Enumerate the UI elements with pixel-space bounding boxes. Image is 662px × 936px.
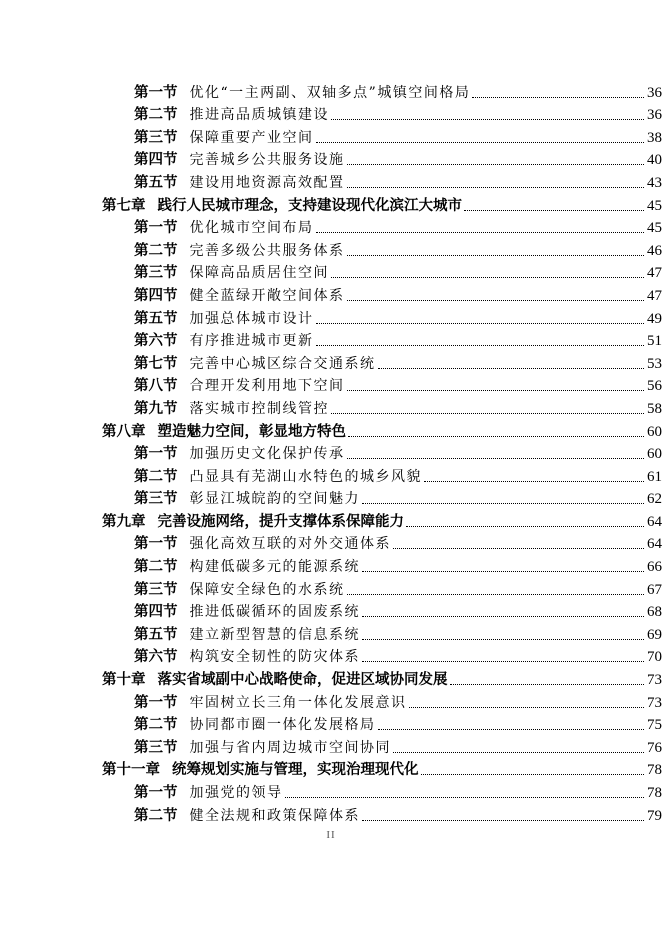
toc-dot-leader	[362, 639, 644, 640]
toc-page-number: 40	[647, 152, 662, 169]
toc-entry-number: 第七章	[102, 197, 146, 214]
toc-section-entry[interactable]	[0, 350, 662, 373]
toc-page-number: 68	[647, 604, 662, 621]
toc-entry-label	[102, 668, 448, 689]
toc-entry-title: 构筑安全韧性的防灾体系	[189, 649, 360, 666]
toc-entry-title: 加强党的领导	[189, 785, 283, 801]
toc-entry-label	[134, 781, 283, 802]
toc-entry-label	[134, 81, 470, 102]
toc-page-number: 43	[647, 174, 662, 191]
toc-entry-title: 践行人民城市理念，支持建设现代化滨江大城市	[157, 197, 462, 214]
toc-page-number: 47	[647, 265, 662, 282]
toc-section-entry[interactable]	[0, 802, 662, 825]
toc-entry-label	[102, 194, 462, 215]
toc-entry-label	[134, 645, 360, 666]
toc-dot-leader	[285, 797, 645, 798]
toc-entry-title: 推进高品质城镇建设	[189, 107, 329, 124]
toc-entry-label	[102, 758, 419, 779]
toc-entry-title: 加强历史文化保护传承	[189, 446, 345, 463]
toc-page-number: 62	[647, 491, 662, 508]
toc-page-number: 36	[647, 84, 662, 101]
toc-entry-label	[134, 600, 360, 621]
toc-entry-number: 第五节	[134, 626, 178, 643]
toc-entry-title: 彰显江城皖韵的空间魅力	[189, 491, 360, 508]
toc-page-number: 58	[647, 400, 662, 417]
toc-section-entry[interactable]	[0, 102, 662, 125]
toc-section-entry[interactable]	[0, 237, 662, 260]
toc-entry-title: 有序推进城市更新	[189, 333, 314, 350]
toc-entry-label	[102, 420, 346, 441]
toc-section-entry[interactable]	[0, 779, 662, 802]
toc-section-entry[interactable]	[0, 260, 662, 283]
toc-chapter-entry[interactable]	[0, 508, 662, 531]
toc-dot-leader	[316, 323, 645, 324]
toc-entry-title: 推进低碳循环的固废系统	[189, 604, 360, 621]
toc-chapter-entry[interactable]	[0, 192, 662, 215]
toc-entry-title: 强化高效互联的对外交通体系	[189, 536, 391, 553]
toc-section-entry[interactable]	[0, 79, 662, 102]
toc-entry-title: 落实城市控制线管控	[189, 400, 329, 417]
toc-entry-title: 保障高品质居住空间	[189, 265, 329, 282]
toc-entry-label	[134, 148, 345, 169]
toc-entry-label	[134, 487, 360, 508]
toc-entry-label	[134, 103, 329, 124]
toc-dot-leader	[347, 164, 645, 165]
toc-entry-number: 第六节	[134, 649, 178, 666]
toc-entry-number: 第三节	[134, 265, 178, 282]
toc-dot-leader	[348, 436, 644, 437]
toc-entry-title: 完善设施网络，提升支撑体系保障能力	[157, 513, 404, 530]
toc-dot-leader	[347, 300, 645, 301]
toc-entry-title: 完善中心城区综合交通系统	[189, 355, 376, 372]
toc-page-number: 60	[647, 446, 662, 463]
toc-page-number: 53	[647, 355, 662, 372]
toc-dot-leader	[362, 571, 644, 572]
toc-entry-title: 完善城乡公共服务设施	[189, 152, 345, 169]
toc-section-entry[interactable]	[0, 373, 662, 396]
toc-section-entry[interactable]	[0, 147, 662, 170]
toc-section-entry[interactable]	[0, 328, 662, 351]
toc-entry-label	[134, 239, 345, 260]
toc-dot-leader	[331, 119, 644, 120]
toc-entry-label	[134, 397, 329, 418]
toc-section-entry[interactable]	[0, 441, 662, 464]
toc-entry-number: 第一节	[134, 220, 178, 237]
toc-page-number: 73	[647, 694, 662, 711]
toc-entry-number: 第六节	[134, 333, 178, 350]
toc-entry-title: 合理开发利用地下空间	[189, 378, 345, 395]
toc-entry-number: 第九章	[102, 513, 146, 530]
toc-entry-label	[134, 532, 391, 553]
toc-entry-number: 第五节	[134, 310, 178, 327]
toc-entry-label	[134, 329, 314, 350]
toc-entry-title: 优化城市空间布局	[189, 220, 314, 237]
toc-dot-leader	[464, 210, 644, 211]
toc-entry-title: 优化“一主两副、双轴多点”城镇空间格局	[189, 84, 471, 101]
toc-page-number: 61	[647, 468, 662, 485]
toc-chapter-entry[interactable]	[0, 757, 662, 780]
toc-section-entry[interactable]	[0, 124, 662, 147]
toc-page-number: 64	[647, 536, 662, 553]
table-of-contents	[0, 79, 662, 825]
toc-entry-number: 第七节	[134, 355, 178, 372]
toc-entry-label	[134, 623, 360, 644]
toc-section-entry[interactable]	[0, 486, 662, 509]
toc-dot-leader	[393, 548, 644, 549]
toc-entry-label	[134, 352, 376, 373]
toc-dot-leader	[316, 232, 645, 233]
toc-entry-title: 落实省域副中心战略使命，促进区域协同发展	[157, 672, 448, 689]
toc-dot-leader	[347, 390, 645, 391]
toc-section-entry[interactable]	[0, 215, 662, 238]
toc-entry-label	[134, 307, 314, 328]
toc-entry-label	[134, 713, 376, 734]
toc-entry-number: 第十一章	[102, 762, 160, 779]
toc-page-number: 79	[647, 807, 662, 824]
toc-dot-leader	[406, 526, 644, 527]
toc-page-number: 46	[647, 242, 662, 259]
toc-section-entry[interactable]	[0, 689, 662, 712]
toc-entry-title: 加强与省内周边城市空间协同	[189, 739, 391, 756]
toc-entry-number: 第二节	[134, 559, 178, 576]
toc-entry-label	[134, 578, 345, 599]
toc-dot-leader	[450, 684, 645, 685]
page-footer-numeral: II	[326, 829, 336, 841]
toc-entry-title: 建立新型智慧的信息系统	[189, 626, 360, 643]
toc-entry-title: 完善多级公共服务体系	[189, 242, 345, 259]
toc-chapter-entry[interactable]	[0, 666, 662, 689]
toc-section-entry[interactable]	[0, 463, 662, 486]
toc-entry-number: 第三节	[134, 129, 178, 146]
toc-page-number: 78	[647, 762, 662, 779]
toc-page-number: 51	[647, 333, 662, 350]
toc-entry-number: 第一节	[134, 536, 178, 553]
toc-dot-leader	[347, 458, 645, 459]
toc-dot-leader	[393, 752, 644, 753]
toc-dot-leader	[362, 616, 644, 617]
toc-entry-number: 第四节	[134, 287, 178, 304]
toc-entry-number: 第十章	[102, 672, 146, 689]
toc-entry-number: 第一节	[134, 84, 178, 101]
toc-section-entry[interactable]	[0, 599, 662, 622]
toc-entry-number: 第二节	[134, 242, 178, 259]
toc-dot-leader	[378, 729, 645, 730]
toc-page-number: 56	[647, 378, 662, 395]
toc-section-entry[interactable]	[0, 644, 662, 667]
toc-entry-title: 塑造魅力空间，彰显地方特色	[157, 423, 346, 440]
toc-chapter-entry[interactable]	[0, 418, 662, 441]
toc-entry-label	[134, 284, 345, 305]
toc-entry-title: 协同都市圈一体化发展格局	[189, 717, 376, 734]
toc-entry-label	[134, 374, 345, 395]
toc-dot-leader	[316, 345, 645, 346]
toc-entry-label	[134, 442, 345, 463]
toc-dot-leader	[347, 255, 645, 256]
toc-dot-leader	[409, 707, 645, 708]
toc-section-entry[interactable]	[0, 531, 662, 554]
toc-dot-leader	[331, 277, 644, 278]
toc-entry-number: 第二节	[134, 107, 178, 124]
toc-entry-number: 第八章	[102, 423, 146, 440]
toc-section-entry[interactable]	[0, 395, 662, 418]
toc-entry-label	[102, 510, 404, 531]
toc-entry-label	[134, 691, 407, 712]
toc-entry-title: 构建低碳多元的能源系统	[189, 559, 360, 576]
toc-entry-number: 第二节	[134, 468, 178, 485]
toc-dot-leader	[331, 413, 644, 414]
toc-page-number: 47	[647, 287, 662, 304]
toc-entry-number: 第二节	[134, 717, 178, 734]
toc-entry-label	[134, 126, 314, 147]
toc-entry-number: 第五节	[134, 174, 178, 191]
toc-page-number: 70	[647, 649, 662, 666]
toc-entry-number: 第三节	[134, 491, 178, 508]
toc-entry-number: 第四节	[134, 152, 178, 169]
toc-section-entry[interactable]	[0, 576, 662, 599]
toc-dot-leader	[316, 142, 645, 143]
toc-entry-label	[134, 171, 345, 192]
toc-entry-number: 第二节	[134, 807, 178, 824]
toc-page-number: 67	[647, 581, 662, 598]
toc-page-number: 66	[647, 559, 662, 576]
toc-dot-leader	[378, 368, 645, 369]
toc-section-entry[interactable]	[0, 712, 662, 735]
toc-entry-number: 第八节	[134, 378, 178, 395]
toc-entry-number: 第四节	[134, 604, 178, 621]
toc-page-number: 38	[647, 129, 662, 146]
toc-dot-leader	[347, 187, 645, 188]
toc-page-number: 64	[647, 513, 662, 530]
toc-section-entry[interactable]	[0, 282, 662, 305]
toc-dot-leader	[472, 97, 644, 98]
toc-entry-title: 加强总体城市设计	[189, 310, 314, 327]
toc-entry-number: 第一节	[134, 446, 178, 463]
toc-page-number: 45	[647, 220, 662, 237]
toc-dot-leader	[424, 481, 644, 482]
toc-entry-label	[134, 555, 360, 576]
toc-entry-title: 健全蓝绿开敞空间体系	[189, 287, 345, 304]
toc-dot-leader	[362, 820, 644, 821]
toc-section-entry[interactable]	[0, 553, 662, 576]
toc-page-number: 60	[647, 423, 662, 440]
toc-dot-leader	[362, 503, 644, 504]
toc-page-number: 49	[647, 310, 662, 327]
toc-section-entry[interactable]	[0, 305, 662, 328]
toc-entry-title: 健全法规和政策保障体系	[189, 807, 360, 824]
toc-page-number: 75	[647, 717, 662, 734]
toc-entry-label	[134, 736, 391, 757]
toc-section-entry[interactable]	[0, 169, 662, 192]
toc-page-number: 69	[647, 626, 662, 643]
toc-dot-leader	[421, 774, 645, 775]
toc-entry-number: 第九节	[134, 400, 178, 417]
toc-entry-number: 第三节	[134, 739, 178, 756]
toc-entry-title: 保障重要产业空间	[189, 129, 314, 146]
toc-entry-number: 第一节	[134, 694, 178, 711]
toc-entry-title: 保障安全绿色的水系统	[189, 581, 345, 598]
toc-entry-number: 第三节	[134, 581, 178, 598]
toc-page-number: 36	[647, 107, 662, 124]
toc-page-number: 76	[647, 739, 662, 756]
toc-dot-leader	[347, 594, 645, 595]
toc-entry-label	[134, 804, 360, 825]
toc-page-number: 45	[647, 197, 662, 214]
toc-dot-leader	[362, 661, 644, 662]
toc-section-entry[interactable]	[0, 734, 662, 757]
toc-entry-label	[134, 261, 329, 282]
toc-page-number: 73	[647, 672, 662, 689]
toc-entry-label	[134, 465, 422, 486]
toc-entry-label	[134, 216, 314, 237]
toc-entry-title: 凸显具有芜湖山水特色的城乡风貌	[189, 468, 422, 485]
toc-entry-title: 建设用地资源高效配置	[189, 174, 345, 191]
toc-section-entry[interactable]	[0, 621, 662, 644]
toc-entry-number: 第一节	[134, 785, 178, 801]
toc-page-number: 78	[647, 785, 662, 801]
toc-entry-title: 牢固树立长三角一体化发展意识	[189, 694, 407, 711]
toc-entry-title: 统筹规划实施与管理，实现治理现代化	[172, 762, 419, 779]
